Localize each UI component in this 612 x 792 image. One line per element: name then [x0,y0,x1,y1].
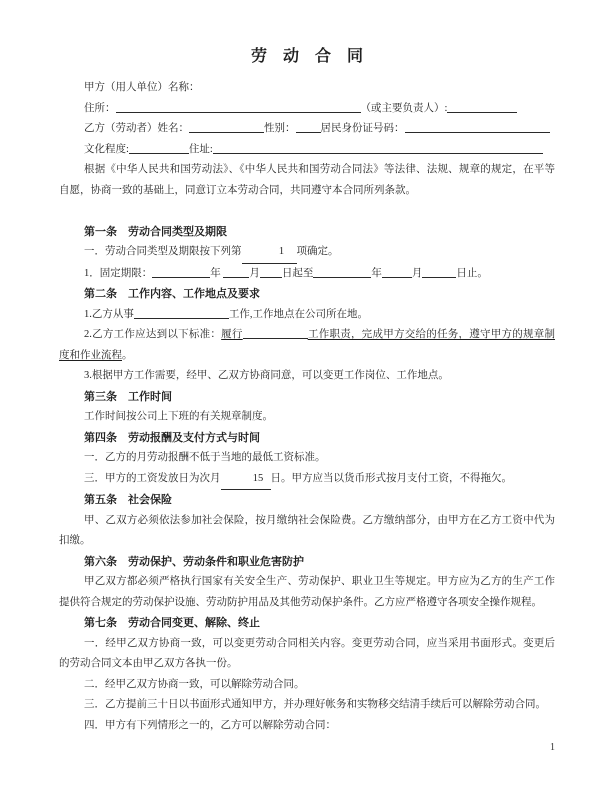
blank-field [382,265,412,278]
text-run: 三．乙方提前三十日以书面形式通知甲方，并办理好帐务和实物移交结清手续后可以解除劳动合同。 [84,699,546,710]
text-run: 一．经甲乙双方协商一致，可以变更劳动合同相关内容。变更劳动合同，应当采用书面形式。变更后的劳动合同文本由甲乙双方各执一份。 [59,637,555,669]
clause-1-item-fixed-term [59,264,555,285]
blank-field [405,120,550,133]
document-content [59,44,555,736]
clause-2-item-1 [59,305,555,326]
text-run: 。 [122,349,133,361]
blank-field [134,306,229,319]
clause-7-item-1 [59,634,555,675]
filled-blank: 15 [221,469,271,491]
text-run: 第六条 劳动保护、劳动条件和职业危害防护 [84,555,304,568]
blank-field [422,265,456,278]
text-run: 日止。 [456,267,488,279]
text-run: 项确定。 [296,246,339,257]
text-run: 1．固定期限： [84,267,153,279]
text-run: 根据《中华人民共和国劳动法》、《中华人民共和国劳动合同法》等法律、法规、规章的规定，在平等自愿，协商一致的基础上，同意订立本劳动合同，共同遵守本合同所列条款。 [59,164,555,196]
text-run: 二．经甲乙双方协商一致，可以解除劳动合同。 [84,678,305,690]
preamble [59,160,555,201]
clause-3-text [59,407,555,428]
education-line [59,140,555,161]
text-run: 性别： [264,123,296,134]
text-run: 年 [210,267,224,279]
text-run: 1.乙方从事 [84,308,134,320]
underlined-text: 工作职责，完成甲方交给的任务，遵守甲方的规章制度和作业流程 [59,329,556,361]
underlined-text: 履行 [221,329,243,340]
text-run: 3.根据甲方工作需要，经甲、乙双方协商同意，可以变更工作岗位、工作地点。 [84,370,449,381]
blank-field [129,141,189,154]
text-run: 住址: [188,143,213,155]
page-number: 1 [550,742,555,753]
text-run: 四．甲方有下列情形之一的，乙方可以解除劳动合同： [84,719,336,731]
text-run: 甲乙双方都必须严格执行国家有关安全生产、劳动保护、职业卫生等规定。甲方应为乙方的生产工作提供符合规定的劳动保护设施、劳动防护用品及其他劳动保护条件。乙方应严格遵守各项安全操作规程。 [59,576,555,608]
text-run: 2.乙方工作应达到以下标准： [84,329,222,340]
text-run: 住所： [84,102,116,114]
clause-6-text [59,572,555,613]
document-title: 劳 动 合 同 [250,48,363,65]
text-run: 三．甲方的工资发放日为次月 [84,472,221,484]
blank-field [313,265,371,278]
text-run: 月 [411,267,423,279]
text-run: 年 [371,267,382,279]
text-run: 第五条 社会保险 [84,494,172,506]
blank-field [213,141,543,154]
spacer [59,201,555,222]
document-body [59,78,555,736]
text-run: 乙方（劳动者）姓名： [84,123,189,134]
clause-4-item-3 [59,469,555,491]
clause-2-item-2 [59,325,555,366]
text-run: 一．乙方的月劳动报酬不低于当地的最低工资标准。 [84,452,326,463]
clause-3-heading [59,387,555,408]
blank-field [447,100,517,113]
clause-6-heading [59,552,555,573]
clause-4-heading [59,428,555,449]
party-b-line [59,119,555,140]
clause-7-item-3 [59,695,555,716]
blank-field [189,120,264,133]
text-run: 工作,工作地点在公司所在地。 [228,308,368,320]
text-run: 一．劳动合同类型及期限按下列第 [84,246,242,257]
clause-7-heading [59,613,555,634]
text-run: 第二条 工作内容、工作地点及要求 [84,288,260,300]
blank-field [223,265,249,278]
text-run: 第七条 劳动合同变更、解除、终止 [84,617,260,629]
text-run: 第四条 劳动报酬及支付方式与时间 [84,431,260,444]
clause-1-heading [59,222,555,243]
text-run: 月 [249,267,260,279]
clause-7-item-2 [59,675,555,696]
clause-5-heading [59,490,555,511]
text-run: 工作时间按公司上下班的有关规章制度。 [84,411,273,422]
clause-5-text [59,511,555,552]
clause-2-heading [59,284,555,305]
text-run: 日起至 [281,267,314,279]
blank-field [243,326,308,339]
text-run: 第一条 劳动合同类型及期限 [84,225,227,238]
text-run: 文化程度: [84,143,129,155]
blank-field [116,100,361,113]
filled-blank: 1 [242,242,297,264]
text-run: 居民身份证号码： [320,123,405,134]
clause-4-item-1 [59,448,555,469]
text-run: 甲、乙双方必须依法参加社会保险，按月缴纳社会保险费。乙方缴纳部分，由甲方在乙方工资中代为扣缴。 [59,514,555,546]
clause-1-item-1 [59,242,555,264]
party-a-name-line [59,78,555,99]
text-run: 第三条 工作时间 [84,390,172,403]
text-run: 甲方（用人单位）名称： [84,82,200,93]
blank-field [152,265,210,278]
blank-field [260,265,282,278]
party-a-address-line [59,99,555,120]
clause-2-item-3 [59,366,555,387]
blank-field [296,120,321,133]
text-run: （或主要负责人）: [360,102,448,114]
clause-7-item-4 [59,716,555,737]
text-run: 日。甲方应当以货币形式按月支付工资，不得拖欠。 [270,472,512,484]
